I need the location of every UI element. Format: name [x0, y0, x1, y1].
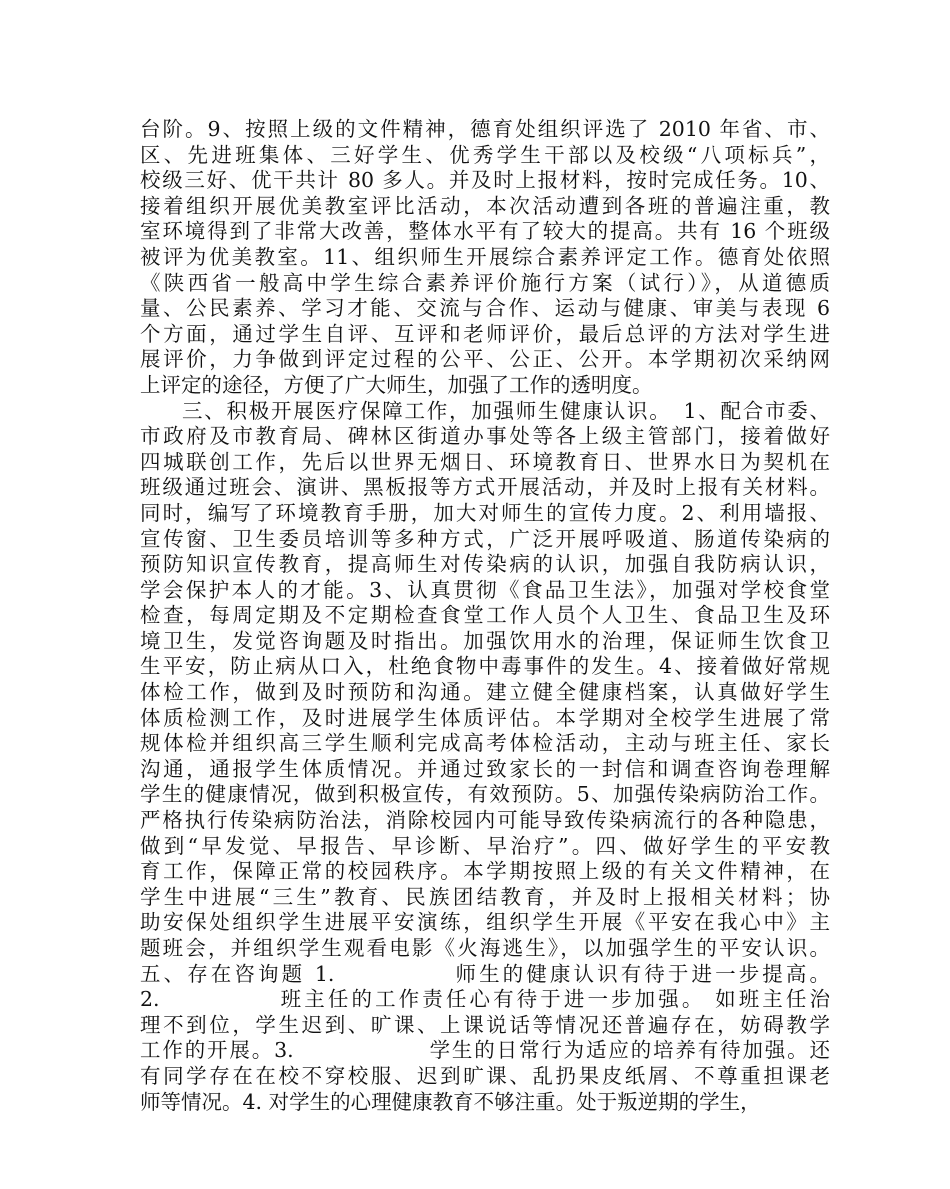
text-line: 被评为优美教室。11、组织师生开展综合素养评定工作。德育处依照 [140, 244, 830, 269]
text-line: 校级三好、优干共计 80 多人。并及时上报材料，按时完成任务。10、 [140, 168, 830, 193]
text-line: 严格执行传染病防治法，消除校园内可能导致传染病流行的各种隐患， [140, 808, 830, 833]
text-line: 育工作，保障正常的校园秩序。本学期按照上级的有关文件精神，在 [140, 859, 830, 884]
text-line: 理不到位，学生迟到、旷课、上课说话等情况还普遍存在，妨碍教学 [140, 1012, 830, 1037]
text-line: 接着组织开展优美教室评比活动，本次活动遭到各班的普遍注重，教 [140, 193, 830, 218]
text-line: 师等情况。4. 对学生的心理健康教育不够注重。处于叛逆期的学生， [140, 1089, 761, 1114]
text-line: 《陕西省一般高中学生综合素养评价施行方案（试行）》，从道德质 [140, 270, 830, 295]
text-line: 五、存在咨询题 1. 师生的健康认识有待于进一步提高。 [140, 961, 830, 986]
text-line: 学生中进展“三生”教育、民族团结教育，并及时上报相关材料；协 [140, 884, 830, 909]
body-text [140, 117, 830, 1115]
text-line: 助安保处组织学生进展平安演练，组织学生开展《平安在我心中》主 [140, 910, 830, 935]
text-line: 生平安，防止病从口入，杜绝食物中毒事件的发生。4、接着做好常规 [140, 654, 830, 679]
text-line: 上评定的途径，方便了广大师生，加强了工作的透明度。 [140, 372, 653, 397]
text-line: 展评价，力争做到评定过程的公平、公正、公开。本学期初次采纳网 [140, 347, 830, 372]
text-line: 学生的健康情况，做到积极宣传，有效预防。5、加强传染病防治工作。 [140, 782, 830, 807]
text-line: 学会保护本人的才能。3、认真贯彻《食品卫生法》，加强对学校食堂 [140, 577, 830, 602]
text-line: 规体检并组织高三学生顺利完成高考体检活动，主动与班主任、家长 [140, 731, 830, 756]
text-line: 区、先进班集体、三好学生、优秀学生干部以及校级“八项标兵”， [140, 142, 830, 167]
text-line: 境卫生，发觉咨询题及时指出。加强饮用水的治理，保证师生饮食卫 [140, 628, 830, 653]
text-line: 沟通，通报学生体质情况。并通过致家长的一封信和调查咨询卷理解 [140, 756, 830, 781]
text-line: 宣传窗、卫生委员培训等多种方式，广泛开展呼吸道、肠道传染病的 [140, 526, 830, 551]
text-line: 预防知识宣传教育，提高师生对传染病的认识，加强自我防病认识， [140, 552, 830, 577]
text-line: 工作的开展。3. 学生的日常行为适应的培养有待加强。还 [140, 1038, 830, 1063]
text-line: 台阶。9、按照上级的文件精神，德育处组织评选了 2010 年省、市、 [140, 117, 830, 141]
text-line: 室环境得到了非常大改善，整体水平有了较大的提高。共有 16 个班级 [140, 219, 830, 244]
section-heading-line: 三、积极开展医疗保障工作，加强师生健康认识。 1、配合市委、 [182, 398, 830, 423]
text-line: 题班会，并组织学生观看电影《火海逃生》，以加强学生的平安认识。 [140, 936, 830, 960]
text-line: 量、公民素养、学习才能、交流与合作、运动与健康、审美与表现 6 [140, 296, 830, 321]
text-line: 2. 班主任的工作责任心有待于进一步加强。 如班主任治 [140, 987, 830, 1012]
text-line: 个方面，通过学生自评、互评和老师评价，最后总评的方法对学生进 [140, 321, 830, 346]
text-line: 班级通过班会、演讲、黑板报等方式开展活动，并及时上报有关材料。 [140, 475, 830, 500]
text-line: 检查，每周定期及不定期检查食堂工作人员个人卫生、食品卫生及环 [140, 603, 830, 628]
text-line: 体检工作，做到及时预防和沟通。建立健全健康档案，认真做好学生 [140, 680, 830, 705]
text-line: 市政府及市教育局、碑林区街道办事处等各上级主管部门，接着做好 [140, 424, 830, 449]
text-line: 体质检测工作，及时进展学生体质评估。本学期对全校学生进展了常 [140, 705, 830, 730]
text-line: 做到“早发觉、早报告、早诊断、早治疗”。四、做好学生的平安教 [140, 833, 830, 858]
text-line: 四城联创工作，先后以世界无烟日、环境教育日、世界水日为契机在 [140, 449, 830, 474]
text-line: 同时，编写了环境教育手册，加大对师生的宣传力度。2、利用墙报、 [140, 500, 830, 525]
text-line: 有同学存在在校不穿校服、迟到旷课、乱扔果皮纸屑、不尊重担课老 [140, 1063, 830, 1088]
